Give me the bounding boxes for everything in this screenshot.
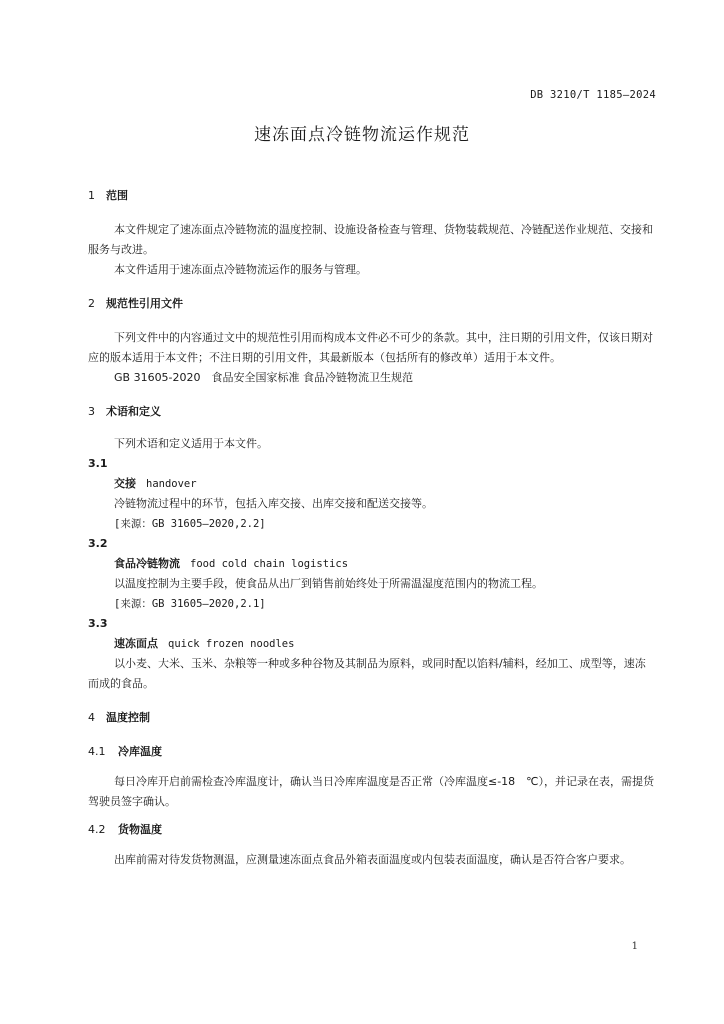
paragraph: 每日冷库开启前需检查冷库温度计，确认当日冷库库温度是否正常（冷库温度≤-18 ℃），并记录在表，需提货驾驶员签字确认。 [88, 775, 655, 808]
term-name-en: handover [146, 478, 197, 490]
term-source: [来源：GB 31605—2020,2.2] [114, 518, 266, 530]
term-entry [88, 534, 656, 614]
term-name: 速冻面点 [114, 637, 158, 650]
section-heading-normative-references: 2 规范性引用文件 [88, 297, 183, 310]
term-entry [88, 614, 656, 694]
subsection-heading-cold-storage-temperature: 4.1 冷库温度 [88, 745, 162, 758]
term-name-en: food cold chain logistics [190, 558, 349, 570]
document-body [88, 186, 656, 870]
reference-item: GB 31605-2020 食品安全国家标准 食品冷链物流卫生规范 [114, 371, 414, 384]
term-definition: 冷链物流过程中的环节，包括入库交接、出库交接和配送交接等。 [114, 497, 433, 510]
term-number: 3.3 [88, 617, 108, 630]
term-number: 3.1 [88, 457, 108, 470]
paragraph: 下列术语和定义适用于本文件。 [114, 437, 268, 450]
paragraph: 下列文件中的内容通过文中的规范性引用而构成本文件必不可少的条款。其中，注日期的引用文件，仅该日期对应的版本适用于本文件；不注日期的引用文件，其最新版本（包括所有的修改单）适用于本文件。 [88, 331, 653, 364]
paragraph: 出库前需对待发货物测温，应测量速冻面点食品外箱表面温度或内包装表面温度，确认是否符合客户要求。 [114, 853, 631, 866]
term-entry [88, 454, 656, 534]
section-heading-scope: 1 范围 [88, 189, 128, 202]
section-heading-terms: 3 术语和定义 [88, 405, 161, 418]
term-definition: 以温度控制为主要手段，使食品从出厂到销售前始终处于所需温湿度范围内的物流工程。 [114, 577, 543, 590]
subsection-heading-goods-temperature: 4.2 货物温度 [88, 823, 162, 836]
section-heading-temperature-control: 4 温度控制 [88, 711, 150, 724]
page-number: 1 [631, 941, 638, 952]
standard-code: DB 3210/T 1185—2024 [530, 89, 656, 101]
document-title: 速冻面点冷链物流运作规范 [254, 125, 470, 145]
term-name-en: quick frozen noodles [168, 638, 295, 650]
term-source: [来源：GB 31605—2020,2.1] [114, 598, 266, 610]
paragraph: 本文件规定了速冻面点冷链物流的温度控制、设施设备检查与管理、货物装载规范、冷链配送作业规范、交接和服务与改进。 [88, 223, 653, 256]
term-number: 3.2 [88, 537, 108, 550]
term-definition: 以小麦、大米、玉米、杂粮等一种或多种谷物及其制品为原料，或同时配以馅料/辅料，经加工、成型等，速冻而成的食品。 [88, 657, 646, 690]
paragraph: 本文件适用于速冻面点冷链物流运作的服务与管理。 [114, 263, 367, 276]
term-name: 交接 [114, 477, 136, 490]
term-name: 食品冷链物流 [114, 557, 180, 570]
